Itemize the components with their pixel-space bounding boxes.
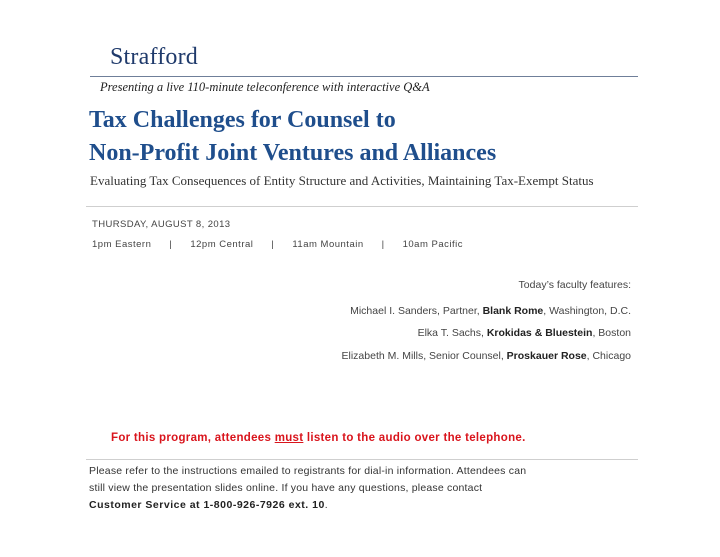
customer-service-contact: Customer Service at 1-800-926-7926 ext. 10: [89, 499, 325, 511]
strafford-logo: Strafford: [110, 44, 199, 70]
event-date: THURSDAY, AUGUST 8, 2013: [92, 219, 231, 230]
page-subtitle: Evaluating Tax Consequences of Entity Structure and Activities, Maintaining Tax-Exempt Status: [90, 173, 594, 188]
instructions-line: still view the presentation slides online. If you have any questions, please contact: [89, 482, 483, 494]
faculty-location: , Chicago: [586, 350, 631, 362]
audio-notice: [111, 432, 526, 444]
time-separator: |: [381, 239, 385, 250]
instructions-contact-line: [89, 497, 629, 514]
time-separator: |: [271, 239, 275, 250]
faculty-name: Elka T. Sachs,: [417, 327, 487, 339]
notice-emphasis: must: [274, 432, 304, 444]
faculty-location: , Washington, D.C.: [543, 305, 631, 317]
time-mountain: 11am Mountain: [292, 239, 364, 250]
instructions: [89, 463, 629, 514]
faculty-firm: Krokidas & Bluestein: [486, 327, 593, 339]
faculty-firm: Proskauer Rose: [506, 350, 587, 362]
faculty-heading: Today’s faculty features:: [518, 279, 631, 291]
notice-text: listen to the audio over the telephone.: [303, 432, 526, 444]
tagline: Presenting a live 110-minute teleconference with interactive Q&A: [100, 80, 430, 94]
faculty-location: , Boston: [592, 327, 631, 339]
instructions-end: .: [324, 499, 328, 511]
section-divider: [86, 206, 638, 207]
faculty-firm: Blank Rome: [482, 305, 544, 317]
event-times: [92, 239, 463, 250]
page-title-line-1: Tax Challenges for Counsel to: [89, 107, 396, 133]
faculty-member: [342, 350, 631, 362]
faculty-name: Elizabeth M. Mills, Senior Counsel,: [341, 350, 507, 362]
faculty-name: Michael I. Sanders, Partner,: [350, 305, 483, 317]
instructions-line: Please refer to the instructions emailed to registrants for dial-in information. Attendees can: [89, 465, 527, 477]
faculty-member: [350, 305, 631, 317]
header-divider: [90, 76, 638, 77]
faculty-member: [418, 327, 631, 339]
time-central: 12pm Central: [190, 239, 254, 250]
footer-divider: [86, 459, 638, 460]
notice-text: For this program, attendees: [111, 432, 275, 444]
time-pacific: 10am Pacific: [402, 239, 463, 250]
time-separator: |: [169, 239, 173, 250]
time-eastern: 1pm Eastern: [92, 239, 152, 250]
page-title-line-2: Non-Profit Joint Ventures and Alliances: [89, 140, 497, 166]
